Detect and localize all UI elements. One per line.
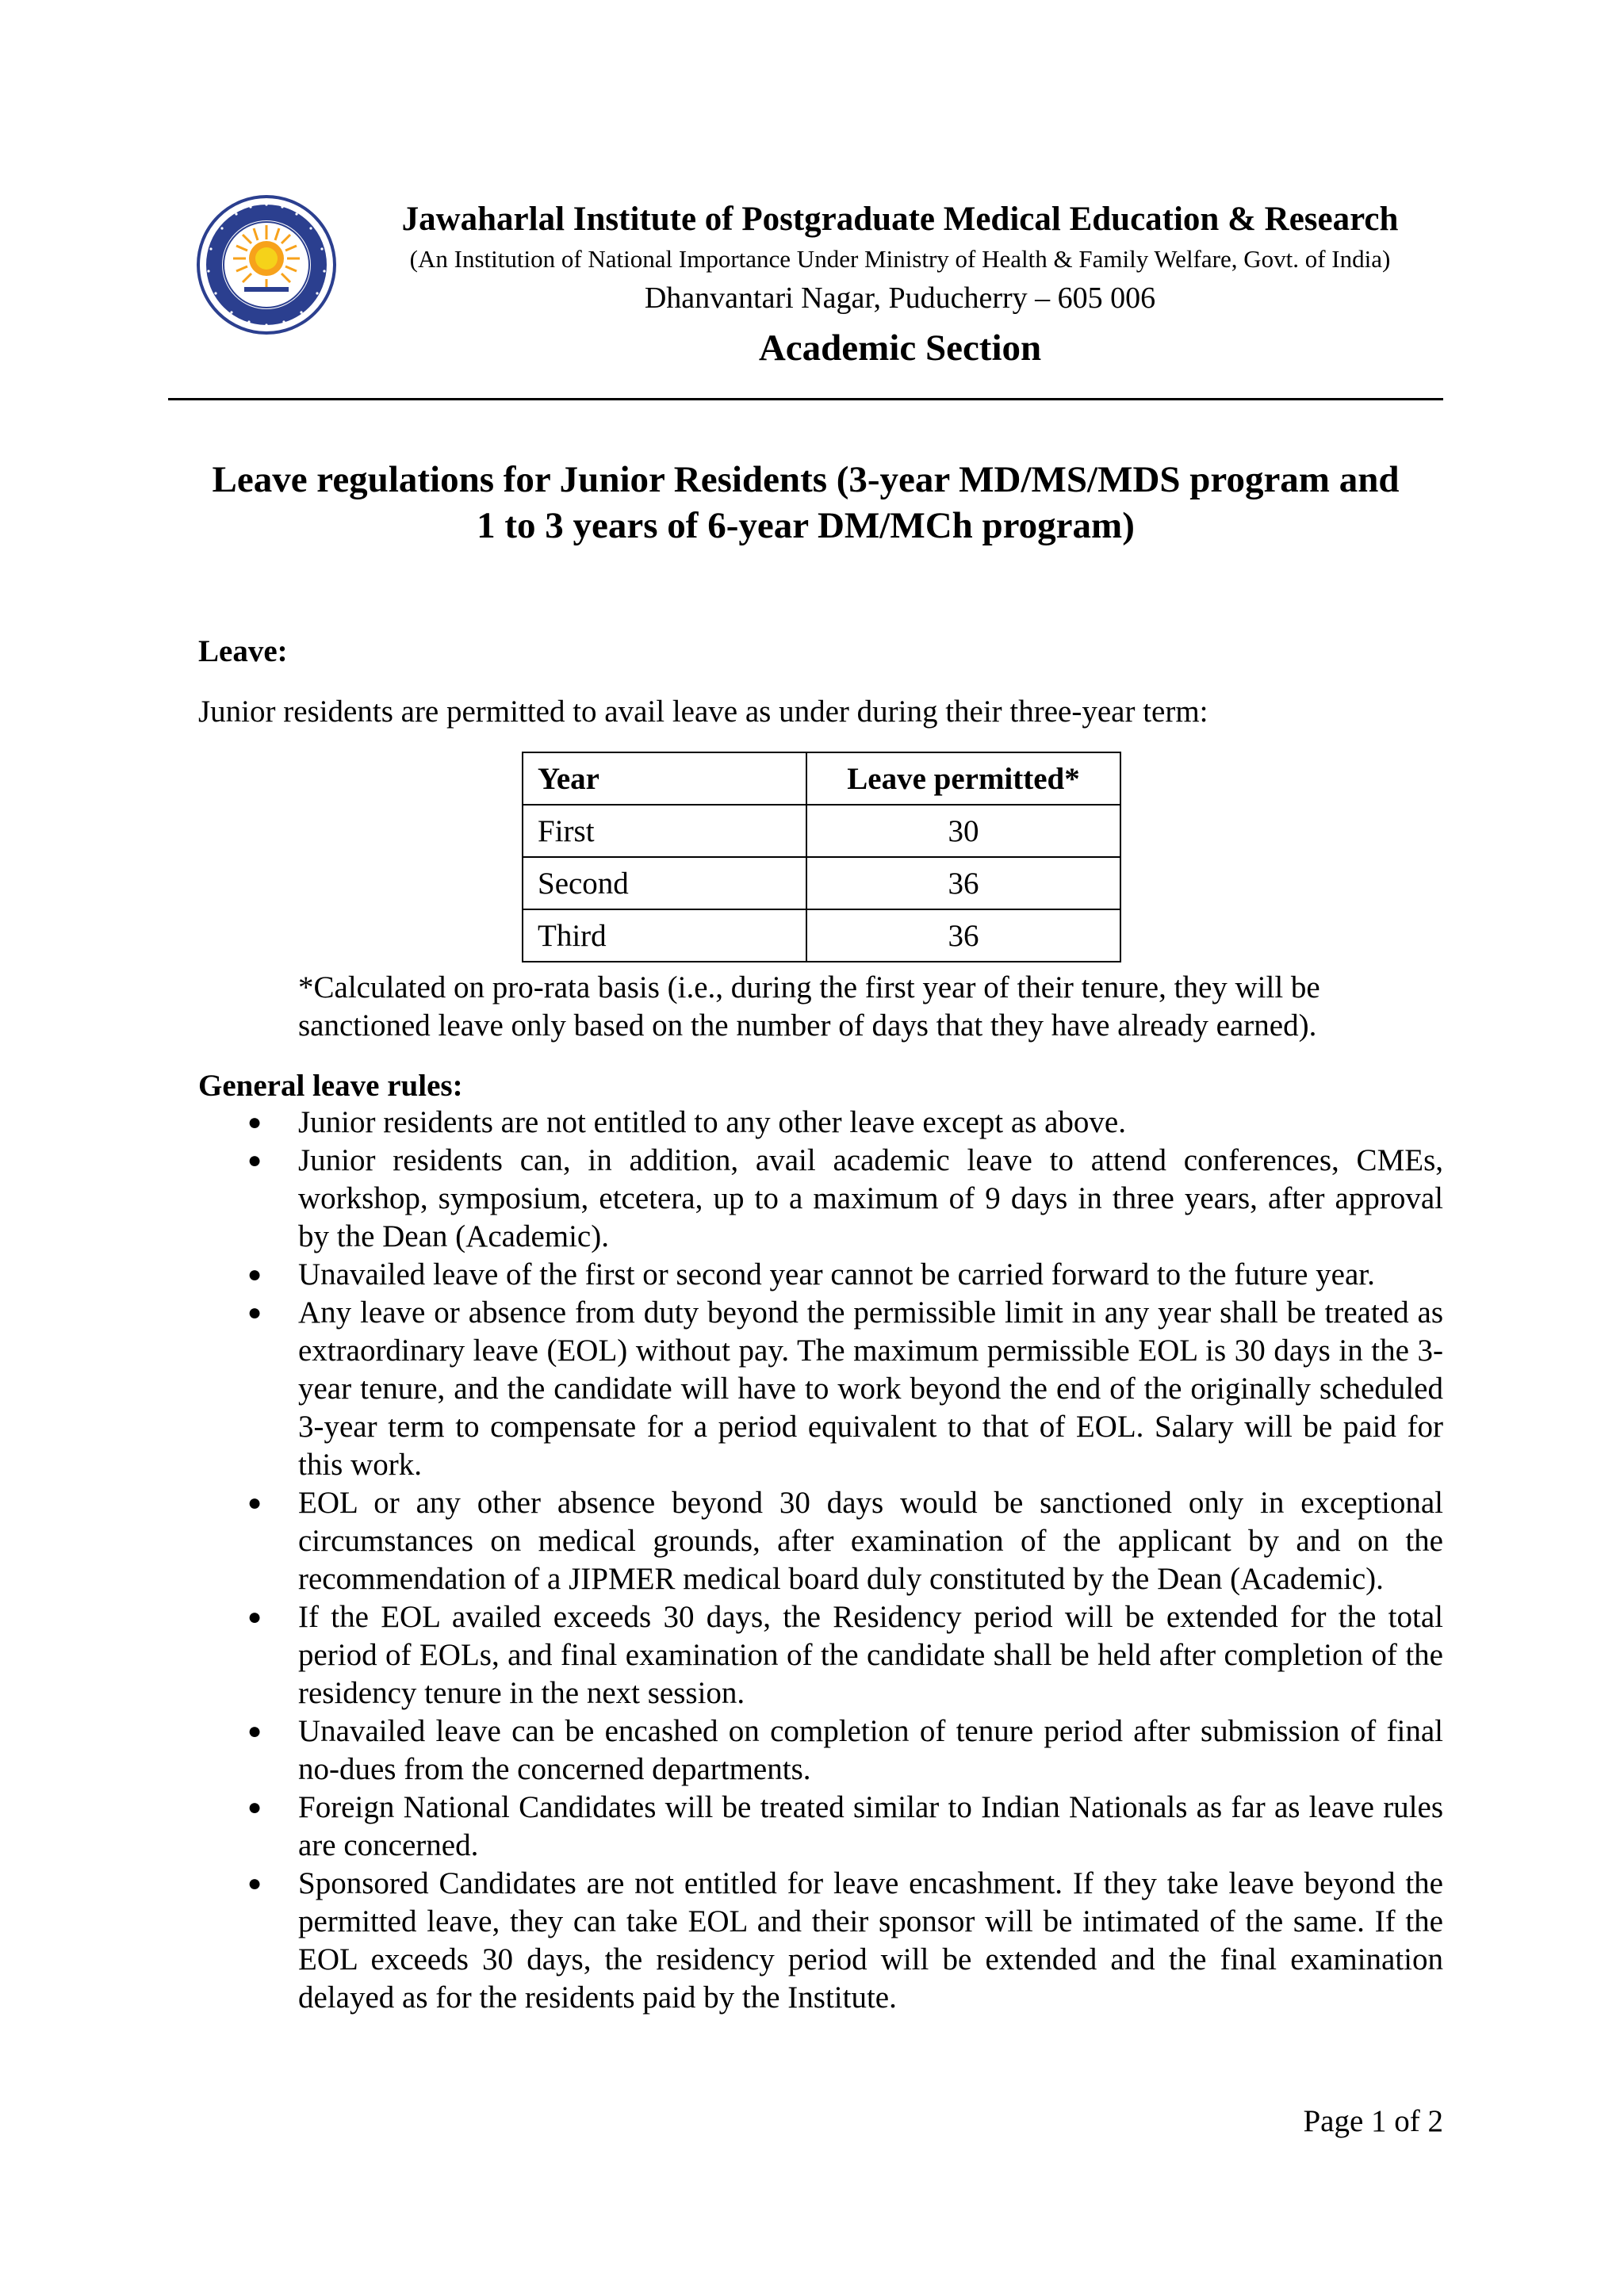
institute-address: Dhanvantari Nagar, Puducherry – 605 006: [644, 281, 1156, 315]
pro-rata-note: *Calculated on pro-rata basis (i.e., during the first year of their tenure, they will be sanctioned leave only based on the number of days that they have already earned).: [298, 970, 1320, 1043]
leave-intro: Junior residents are permitted to avail leave as under during their three-year term:: [198, 695, 1208, 729]
rule-text: Any leave or absence from duty beyond the permissible limit in any year shall be treated as extraordinary leave (EOL) without pay. The maximum permissible EOL is 30 days in the 3-year tenure, and the candidate will have to work beyond the end of the originally scheduled 3-year term to compensate for a period equivalent to that of EOL. Salary will be paid for this work.: [298, 1295, 1443, 1482]
general-rules-list: [198, 1104, 1443, 2017]
bullet-icon: ●: [247, 1299, 262, 1326]
list-item: [198, 1484, 1443, 1598]
leave-table: [522, 752, 1121, 962]
table-row: [523, 857, 1120, 909]
table-header-row: [523, 752, 1120, 805]
rule-text: Junior residents are not entitled to any other leave except as above.: [298, 1105, 1126, 1139]
rule-text: EOL or any other absence beyond 30 days would be sanctioned only in exceptional circumstances on medical grounds, after examination of the applicant by and on the recommendation of a JIPMER medical board duly constituted by the Dean (Academic).: [298, 1486, 1443, 1596]
list-item: [198, 1598, 1443, 1712]
bullet-icon: ●: [247, 1794, 262, 1820]
list-item: [198, 1104, 1443, 1142]
rule-text: Sponsored Candidates are not entitled for leave encashment. If they take leave beyond the permitted leave, they can take EOL and their sponsor will be intimated of the same. If the EOL exceeds 30 days, the residency period will be extended and the final examination delayed as for the residents paid by the Institute.: [298, 1866, 1443, 2015]
institute-subtitle: (An Institution of National Importance Under Ministry of Health & Family Welfare, Govt. of India): [409, 245, 1391, 273]
bullet-icon: ●: [247, 1870, 262, 1896]
cell-leave: 30: [806, 805, 1120, 857]
bullet-icon: ●: [247, 1261, 262, 1288]
rule-text: Junior residents can, in addition, avail academic leave to attend conferences, CMEs, workshop, symposium, etcetera, up to a maximum of 9 days in three years, after approval by the Dean (Academic).: [298, 1143, 1443, 1253]
rule-text: Unavailed leave of the first or second year cannot be carried forward to the future year.: [298, 1257, 1375, 1292]
title-line-2: 1 to 3 years of 6-year DM/MCh program): [477, 505, 1135, 546]
list-item: [198, 1712, 1443, 1789]
bullet-icon: ●: [247, 1718, 262, 1744]
list-item: [198, 1294, 1443, 1484]
page-number: Page 1 of 2: [1303, 2104, 1443, 2138]
cell-leave: 36: [806, 909, 1120, 962]
bullet-icon: ●: [247, 1490, 262, 1516]
institute-logo: [195, 193, 338, 336]
general-rules-heading: General leave rules:: [198, 1069, 463, 1103]
title-line-1: Leave regulations for Junior Residents (3-year MD/MS/MDS program and: [212, 459, 1400, 500]
column-header-leave: Leave permitted*: [806, 752, 1120, 805]
column-header-year: Year: [523, 752, 806, 805]
table-row: [523, 805, 1120, 857]
list-item: [198, 1789, 1443, 1865]
bullet-icon: ●: [247, 1147, 262, 1173]
list-item: [198, 1865, 1443, 2017]
bullet-icon: ●: [247, 1109, 262, 1135]
cell-year: Second: [523, 857, 806, 909]
letterhead: [349, 197, 1451, 374]
rule-text: Foreign National Candidates will be treated similar to Indian Nationals as far as leave rules are concerned.: [298, 1790, 1443, 1862]
rule-text: Unavailed leave can be encashed on completion of tenure period after submission of final no-dues from the concerned departments.: [298, 1714, 1443, 1786]
bullet-icon: ●: [247, 1604, 262, 1630]
list-item: [198, 1142, 1443, 1256]
cell-year: Third: [523, 909, 806, 962]
cell-year: First: [523, 805, 806, 857]
rule-text: If the EOL availed exceeds 30 days, the Residency period will be extended for the total period of EOLs, and final examination of the candidate shall be held after completion of the residency tenure in the next session.: [298, 1600, 1443, 1710]
table-row: [523, 909, 1120, 962]
cell-leave: 36: [806, 857, 1120, 909]
section-name: Academic Section: [758, 327, 1042, 369]
document-title: [168, 457, 1443, 549]
leave-heading: Leave:: [198, 634, 288, 668]
list-item: [198, 1256, 1443, 1294]
header-divider: [168, 398, 1443, 400]
institute-name: Jawaharlal Institute of Postgraduate Medical Education & Research: [401, 201, 1399, 238]
